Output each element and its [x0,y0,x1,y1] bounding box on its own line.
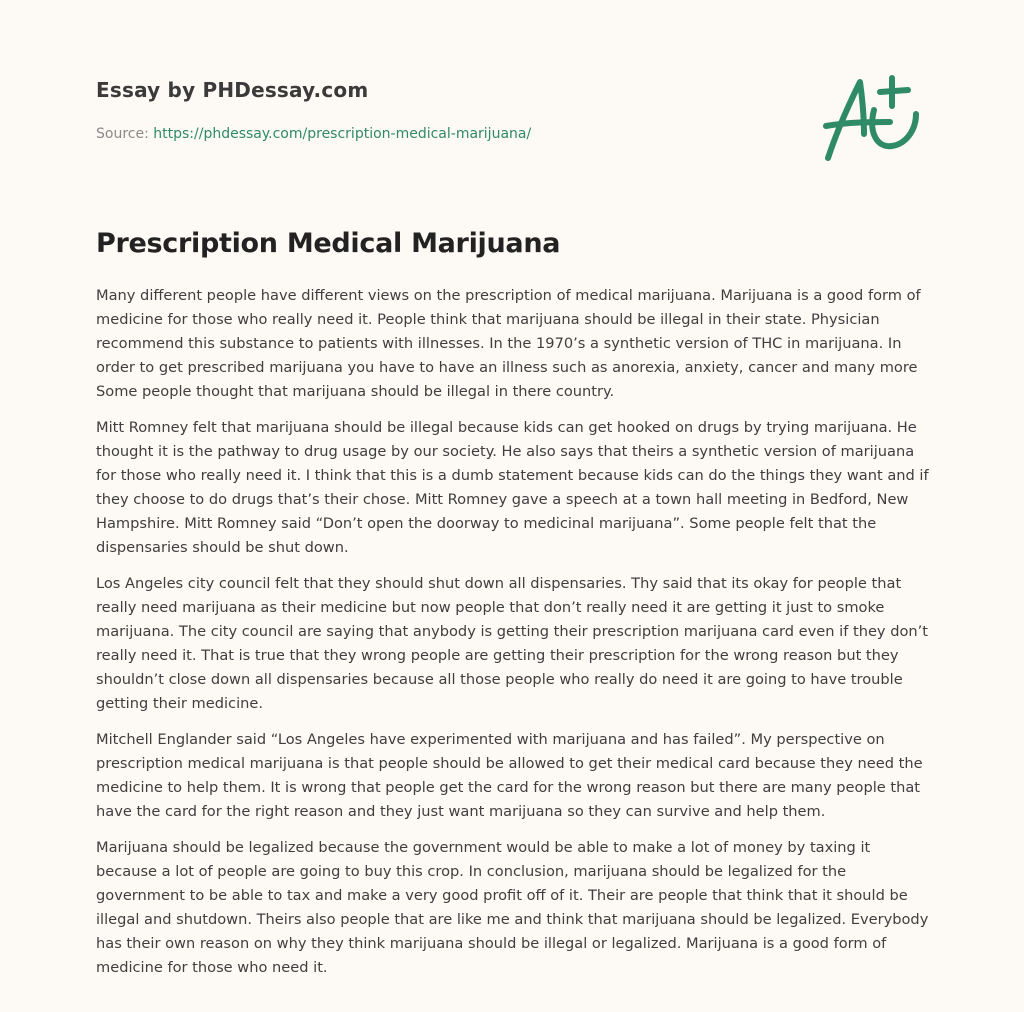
site-title: Essay by PHDessay.com [96,78,369,102]
essay-body [96,284,930,992]
essay-title: Prescription Medical Marijuana [96,228,561,259]
source-label: Source: [96,126,154,142]
essay-paragraph: Los Angeles city council felt that they should shut down all dispensaries. Thy said that its okay for people that really need marijuana as their medicine but now people that don’t really need it are getting it just to smoke marijuana. The city council are saying that anybody is getting their prescription marijuana card even if they don’t really need it. That is true that they wrong people are getting their prescription for the wrong reason but they shouldn’t close down all dispensaries because all those people who really do need it are going to have trouble getting their medicine. [96,575,929,712]
a-plus-grade-icon [818,66,930,166]
page-header [96,76,796,144]
essay-paragraph: Marijuana should be legalized because the government would be able to make a lot of money by taxing it because a lot of people are going to buy this crop. In conclusion, marijuana should be legalized for the government to be able to tax and make a very good profit off of it. Their are people that think that it should be illegal and shutdown. Theirs also people that are like me and think that marijuana should be legalized. Everybody has their own reason on why they think marijuana should be illegal or legalized. Marijuana is a good form of medicine for those who need it. [96,839,929,976]
essay-paragraph: Mitchell Englander said “Los Angeles have experimented with marijuana and has failed”. My perspective on prescription medical marijuana is that people should be allowed to get their medical card because they need the medicine to help them. It is wrong that people get the card for the wrong reason but there are many people that have the card for the right reason and they just want marijuana so they can survive and help them. [96,731,923,820]
source-link[interactable]: https://phdessay.com/prescription-medical-marijuana/ [153,126,532,142]
source-line [96,124,796,144]
essay-paragraph: Many different people have different views on the prescription of medical marijuana. Marijuana is a good form of medicine for those who really need it. People think that marijuana should be illegal in their state. Physician recommend this substance to patients with illnesses. In the 1970’s a synthetic version of THC in marijuana. In order to get prescribed marijuana you have to have an illness such as anorexia, anxiety, cancer and many more Some people thought that marijuana should be illegal in there country. [96,287,921,400]
essay-paragraph: Mitt Romney felt that marijuana should be illegal because kids can get hooked on drugs by trying marijuana. He thought it is the pathway to drug usage by our society. He also says that theirs a synthetic version of marijuana for those who really need it. I think that this is a dumb statement because kids can do the things they want and if they choose to do drugs that’s their chose. Mitt Romney gave a speech at a town hall meeting in Bedford, New Hampshire. Mitt Romney said “Don’t open the doorway to medicinal marijuana”. Some people felt that the dispensaries should be shut down. [96,419,929,556]
